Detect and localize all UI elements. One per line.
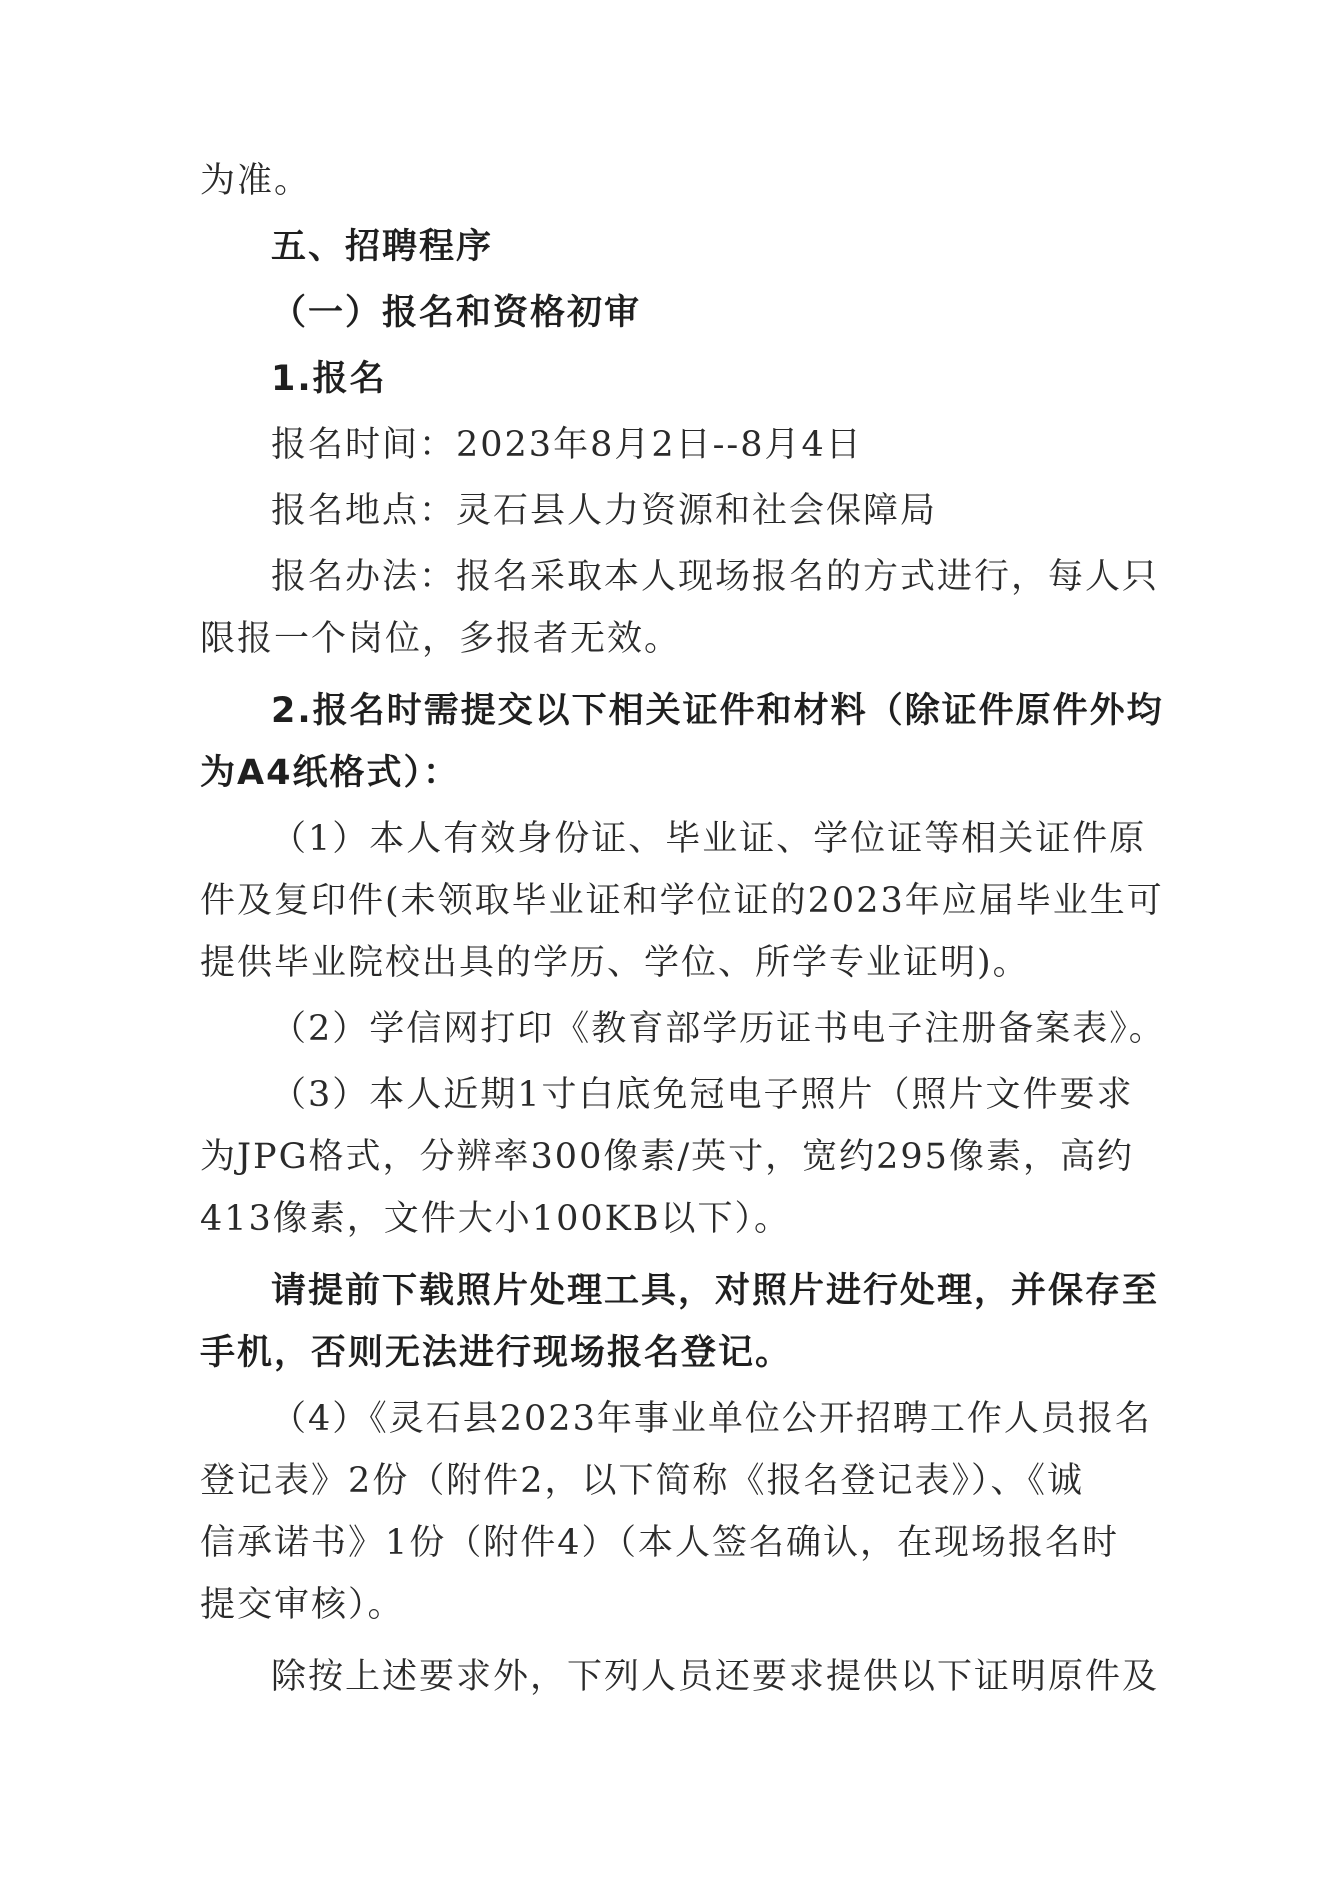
material-2: （2）学信网打印《教育部学历证书电子注册备案表》。 xyxy=(271,1009,1166,1049)
registration-location: 报名地点：灵石县人力资源和社会保障局 xyxy=(271,491,938,531)
material-1-line-1: （1）本人有效身份证、毕业证、学位证等相关证件原 xyxy=(271,819,1147,859)
material-1-line-3: 提供毕业院校出具的学历、学位、所学专业证明)。 xyxy=(200,943,1030,983)
material-3-line-3: 413像素，文件大小100KB以下）。 xyxy=(200,1199,791,1239)
paragraph-continuation: 为准。 xyxy=(200,161,312,201)
material-4-line-4: 提交审核）。 xyxy=(200,1585,405,1625)
material-3-line-1: （3）本人近期1寸白底免冠电子照片（照片文件要求 xyxy=(271,1075,1134,1115)
material-4-line-1: （4）《灵石县2023年事业单位公开招聘工作人员报名 xyxy=(271,1399,1152,1439)
photo-notice-line-2: 手机，否则无法进行现场报名登记。 xyxy=(200,1333,793,1373)
registration-time: 报名时间：2023年8月2日--8月4日 xyxy=(271,425,863,465)
item-heading: 1.报名 xyxy=(271,359,387,399)
additional-requirements: 除按上述要求外，下列人员还要求提供以下证明原件及 xyxy=(271,1657,1160,1697)
section-heading: 五、招聘程序 xyxy=(271,227,494,267)
photo-notice-line-1: 请提前下载照片处理工具，对照片进行处理，并保存至 xyxy=(271,1271,1160,1311)
registration-method-line-2: 限报一个岗位，多报者无效。 xyxy=(200,619,682,659)
materials-heading-line-2: 为A4纸格式）： xyxy=(200,753,460,793)
material-4-line-3: 信承诺书》1份（附件4）（本人签名确认，在现场报名时 xyxy=(200,1523,1120,1563)
material-4-line-2: 登记表》2份（附件2，以下简称《报名登记表》）、《诚 xyxy=(200,1461,1085,1501)
materials-heading-line-1: 2.报名时需提交以下相关证件和材料（除证件原件外均 xyxy=(271,691,1164,731)
document-body xyxy=(200,150,1166,1708)
material-1-line-2: 件及复印件(未领取毕业证和学位证的2023年应届毕业生可 xyxy=(200,881,1164,921)
material-3-line-2: 为JPG格式，分辨率300像素/英寸，宽约295像素，高约 xyxy=(200,1137,1134,1177)
subsection-heading: （一）报名和资格初审 xyxy=(271,293,642,333)
registration-method-line-1: 报名办法：报名采取本人现场报名的方式进行，每人只 xyxy=(271,557,1160,597)
